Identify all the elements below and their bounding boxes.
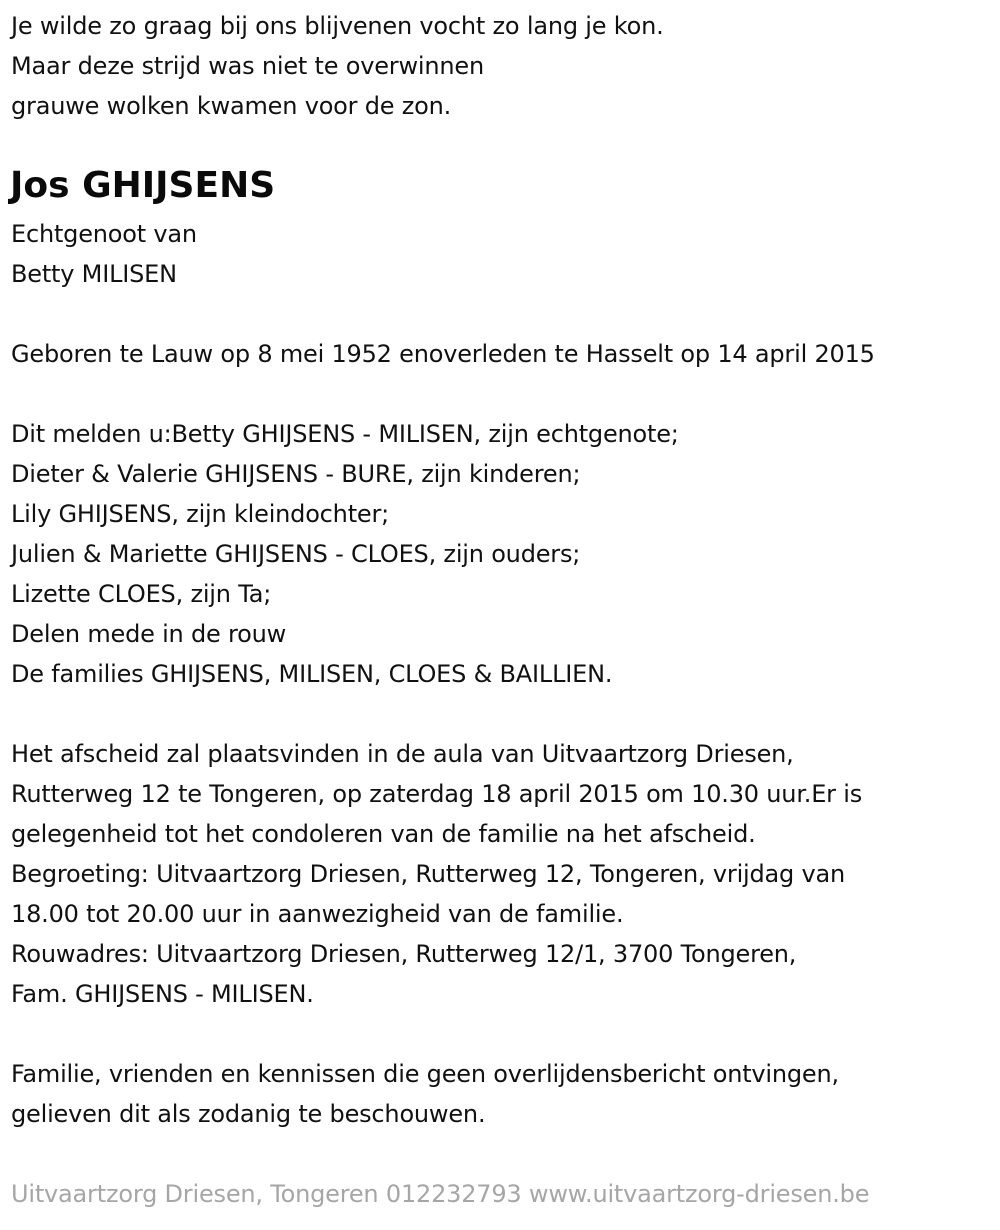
poem-line: grauwe wolken kwamen voor de zon. bbox=[11, 92, 452, 120]
relation-label: Echtgenoot van bbox=[11, 220, 197, 248]
funeral-home-footer: Uitvaartzorg Driesen, Tongeren 012232793 www.uitvaartzorg-driesen.be bbox=[11, 1180, 870, 1208]
announcer-line: Delen mede in de rouw bbox=[11, 620, 287, 648]
closing-line: Familie, vrienden en kennissen die geen overlijdensbericht ontvingen, bbox=[11, 1060, 839, 1088]
life-dates: Geboren te Lauw op 8 mei 1952 enoverleden te Hasselt op 14 april 2015 bbox=[11, 340, 875, 368]
announcer-line: Dit melden u:Betty GHIJSENS - MILISEN, zijn echtgenote; bbox=[11, 420, 679, 448]
announcer-line: Lily GHIJSENS, zijn kleindochter; bbox=[11, 500, 390, 528]
deceased-name: Jos GHIJSENS bbox=[10, 165, 276, 206]
ceremony-line: Begroeting: Uitvaartzorg Driesen, Rutterweg 12, Tongeren, vrijdag van bbox=[11, 860, 846, 888]
ceremony-line: Het afscheid zal plaatsvinden in de aula van Uitvaartzorg Driesen, bbox=[11, 740, 794, 768]
ceremony-line: Rouwadres: Uitvaartzorg Driesen, Rutterweg 12/1, 3700 Tongeren, bbox=[11, 940, 797, 968]
ceremony-line: 18.00 tot 20.00 uur in aanwezigheid van de familie. bbox=[11, 900, 624, 928]
ceremony-line: Fam. GHIJSENS - MILISEN. bbox=[11, 980, 314, 1008]
ceremony-line: gelegenheid tot het condoleren van de familie na het afscheid. bbox=[11, 820, 756, 848]
announcer-line: De families GHIJSENS, MILISEN, CLOES & BAILLIEN. bbox=[11, 660, 613, 688]
closing-line: gelieven dit als zodanig te beschouwen. bbox=[11, 1100, 486, 1128]
announcer-line: Dieter & Valerie GHIJSENS - BURE, zijn kinderen; bbox=[11, 460, 581, 488]
ceremony-line: Rutterweg 12 te Tongeren, op zaterdag 18 april 2015 om 10.30 uur.Er is bbox=[11, 780, 863, 808]
announcer-line: Julien & Mariette GHIJSENS - CLOES, zijn ouders; bbox=[11, 540, 581, 568]
poem-line: Maar deze strijd was niet te overwinnen bbox=[11, 52, 484, 80]
announcer-line: Lizette CLOES, zijn Ta; bbox=[11, 580, 272, 608]
spouse-name: Betty MILISEN bbox=[11, 260, 177, 288]
poem-line: Je wilde zo graag bij ons blijvenen vocht zo lang je kon. bbox=[11, 12, 664, 40]
